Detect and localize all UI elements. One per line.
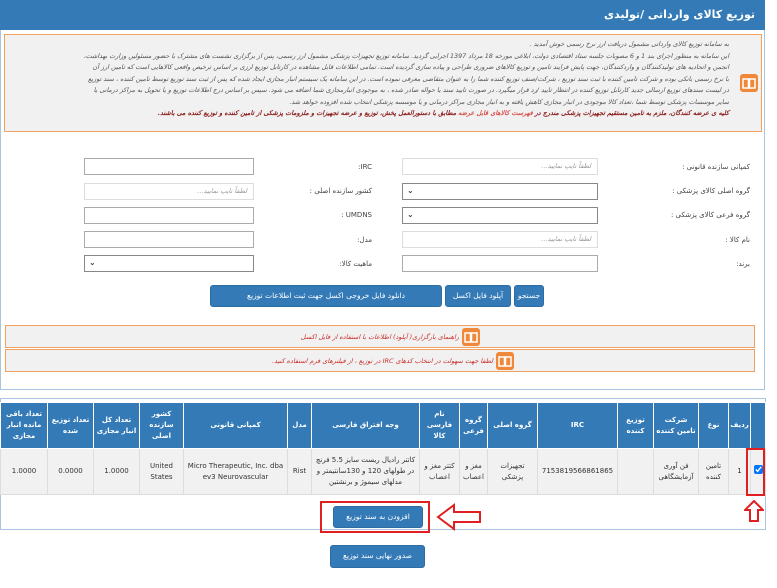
info-line: انجمن و اتحادیه های تولیدکنندگان و واردکنندگان، جهت پایش فرایند تامین و توزیع کالاهای ضروری طراحی و پیاده سازی گردیده است. تمامی اطلاعات قابل مشاهده در کارتابل توزیع ارزی بر اساس ترخیص واقعی کالاهایی است که تامین ارز آن bbox=[92, 63, 729, 71]
col-row: ردیف bbox=[729, 403, 751, 449]
col-sub-group: گروه فرعی bbox=[460, 403, 488, 449]
model-label: مدل: bbox=[357, 236, 372, 244]
col-model: مدل bbox=[288, 403, 312, 449]
cell-total: 1.0000 bbox=[94, 449, 140, 495]
book-icon bbox=[496, 352, 514, 370]
cell-persian-name: کتتر مغز و اعصاب bbox=[420, 449, 460, 495]
legal-company-input[interactable]: لطفاً تایپ نمایید... bbox=[402, 158, 598, 175]
irc-hint-note bbox=[5, 349, 755, 372]
book-icon bbox=[740, 74, 758, 92]
cell-row: 1 bbox=[729, 449, 751, 495]
checkbox-highlight bbox=[746, 448, 765, 496]
page-header bbox=[0, 0, 765, 30]
irc-input[interactable] bbox=[84, 158, 254, 175]
info-bold: کلیه ی عرضه کنندگان، ملزم به تامین مستقیم تجهیزات پزشکی مندرج در bbox=[534, 109, 729, 117]
cell-irc: 7153819566861865 bbox=[538, 449, 618, 495]
finalize-document-button[interactable]: صدور نهایی سند توزیع bbox=[330, 545, 425, 568]
cell-sub-group: مغز و اعصاب bbox=[460, 449, 488, 495]
col-country: کشور سازنده اصلی bbox=[140, 403, 184, 449]
book-icon bbox=[462, 328, 480, 346]
origin-country-input[interactable]: لطفاً تایپ نمایید... bbox=[84, 183, 254, 200]
irc-label: IRC: bbox=[358, 163, 372, 171]
col-persian-name: نام فارسی کالا bbox=[420, 403, 460, 449]
chevron-down-icon: ⌄ bbox=[89, 258, 96, 267]
info-line: سایر موسسات پزشکی توسط شما ،تعداد کالا موجودی در انبار مجازی کاهش یافته و به انبار مجازی مراکز درمانی و یا موسسه پزشکی انتخاب شده افزوده خواهد شد. bbox=[289, 97, 729, 106]
cell-model: Rist bbox=[288, 449, 312, 495]
model-input[interactable] bbox=[84, 231, 254, 248]
cell-remaining: 1.0000 bbox=[1, 449, 48, 495]
cell-type: تامین کننده bbox=[699, 449, 729, 495]
brand-input[interactable] bbox=[402, 255, 598, 272]
info-bold-line bbox=[9, 108, 729, 120]
excel-guide-note[interactable] bbox=[5, 325, 755, 348]
main-group-select[interactable] bbox=[402, 183, 598, 200]
col-select bbox=[751, 403, 766, 449]
info-line: با نرخ رسمی بانکی بوده و شرکت تامین کننده با ثبت سند توزیع ، شرکت/صنف توزیع کننده شما را به عنوان متقاضی معرفی نموده است. در این سامانه یک سیستم انبار مجازی ایجاد شده که پس از ثبت سند توزیع توسط تامین کننده ، سند توزیع bbox=[87, 74, 729, 83]
irc-hint-text: لطفا جهت سهولت در انتخاب کدهای IRC در توزیع ، از فیلترهای فرم استفاده کنید. bbox=[272, 356, 493, 365]
legal-company-label: کمپانی سازنده قانونی : bbox=[682, 163, 750, 171]
add-to-document-button[interactable]: افزودن به سند توزیع bbox=[333, 506, 423, 528]
col-distributor: توزیع کننده bbox=[618, 403, 654, 449]
download-excel-button[interactable]: دانلود فایل خروجی اکسل جهت ثبت اطلاعات توزیع bbox=[210, 285, 442, 307]
cell-distinction: کاتتر رادیال ریست سایز 5.5 فرنچ در طولهای 120 و 130سانتیمتر و مدلهای سیموژ و برنشتین bbox=[312, 449, 420, 495]
umdns-label: UMDNS : bbox=[341, 211, 372, 219]
info-bold: مطابق با دستورالعمل پخش، توزیع و عرضه تجهیزات و ملزومات پزشکی از تامین کننده و توزیع کننده می باشند. bbox=[157, 109, 457, 117]
umdns-input[interactable] bbox=[84, 207, 254, 224]
cell-distributor bbox=[618, 449, 654, 495]
info-line: این سامانه به منظور اجرای بند 1 و 6 مصوبات جلسه ستاد اقتصادی دولت، ابلاغی مورخه 18 مرداد 1397 اجرایی گردید. سامانه توزیع تجهیزات پزشکی مشمول ارز رسمی، پس از برگزاری نشست های مشترک با حضور مسئولین وزارت بهداشت، bbox=[83, 51, 729, 60]
results-table bbox=[0, 402, 766, 495]
info-link[interactable]: فهرست کالاهای قابل عرضه bbox=[458, 109, 533, 117]
col-total: تعداد کل انبار مجازی bbox=[94, 403, 140, 449]
page-title: توزیع کالای وارداتی /تولیدی bbox=[603, 8, 755, 21]
product-name-input[interactable]: لطفاً تایپ نمایید... bbox=[402, 231, 598, 248]
col-remaining: تعداد باقی مانده انبار مجازی bbox=[1, 403, 48, 449]
col-supplier: شرکت تامین کننده bbox=[654, 403, 699, 449]
col-type: نوع bbox=[699, 403, 729, 449]
chevron-down-icon: ⌄ bbox=[407, 210, 414, 219]
sub-group-label: گروه فرعی کالای پزشکی : bbox=[670, 211, 750, 219]
cell-distributed: 0.0000 bbox=[48, 449, 94, 495]
nature-label: ماهیت کالا: bbox=[339, 260, 372, 268]
col-distributed: تعداد توزیع شده bbox=[48, 403, 94, 449]
col-distinction: وجه افتراق فارسی bbox=[312, 403, 420, 449]
product-name-label: نام کالا : bbox=[725, 236, 750, 244]
main-group-label: گروه اصلی کالای پزشکی : bbox=[672, 187, 750, 195]
search-button[interactable]: جستجو bbox=[514, 285, 544, 307]
cell-supplier: فن آوری آزمایشگاهی bbox=[654, 449, 699, 495]
col-main-group: گروه اصلی bbox=[488, 403, 538, 449]
nature-select[interactable] bbox=[84, 255, 254, 272]
cell-legal-company: Micro Therapeutic, Inc. dba ev3 Neurovascular bbox=[184, 449, 288, 495]
chevron-down-icon: ⌄ bbox=[407, 186, 414, 195]
info-box bbox=[4, 34, 762, 132]
table-header-row bbox=[1, 403, 766, 449]
brand-label: برند: bbox=[736, 260, 750, 268]
sub-group-select[interactable] bbox=[402, 207, 598, 224]
arrow-left-icon bbox=[436, 503, 482, 531]
cell-main-group: تجهیزات پزشکی bbox=[488, 449, 538, 495]
upload-excel-button[interactable]: آپلود فایل اکسل bbox=[445, 285, 511, 307]
origin-country-label: کشور سازنده اصلی : bbox=[309, 187, 372, 195]
col-legal-company: کمپانی قانونی bbox=[184, 403, 288, 449]
cell-country: United States bbox=[140, 449, 184, 495]
table-row[interactable] bbox=[1, 449, 766, 495]
excel-guide-text[interactable]: راهنمای بارگزاری( آپلود) اطلاعات با استفاده از فایل اکسل bbox=[300, 332, 459, 341]
arrow-up-icon bbox=[744, 500, 764, 522]
info-line: در لیست سندهای توزیع ارسالی جدید کارتابل توزیع کننده در انتظار تایید /رد قرار میگیرد. در صورت تایید سند یا حواله صادر شده ، به موجودی انبارمجازی شما اضافه می شود. سپس بر اساس درج اطلاعات توزیع و یا تحویل به مراکز درمانی یا bbox=[93, 86, 729, 94]
info-line: به سامانه توزیع کالای وارداتی مشمول دریافت ارز نرخ رسمی خوش آمدید . bbox=[529, 40, 729, 48]
col-irc: IRC bbox=[538, 403, 618, 449]
